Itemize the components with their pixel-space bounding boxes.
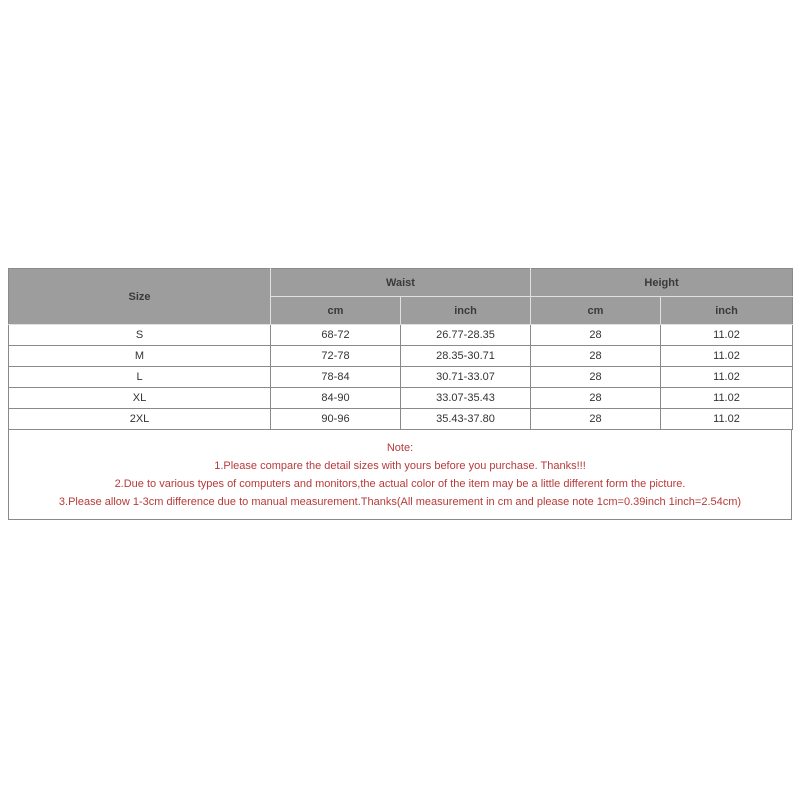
waist-inch-cell: 28.35-30.71 — [401, 346, 531, 367]
height-cm-cell: 28 — [531, 409, 661, 430]
height-header: Height — [531, 269, 793, 297]
waist-inch-cell: 35.43-37.80 — [401, 409, 531, 430]
note-line: 3.Please allow 1-3cm difference due to manual measurement.Thanks(All measurement in cm and please note 1cm=0.39inch 1inch=2.54cm) — [58, 495, 742, 508]
table-row — [9, 409, 793, 430]
waist-cm-cell: 90-96 — [271, 409, 401, 430]
note-line: 2.Due to various types of computers and monitors,the actual color of the item may be a little different form the picture. — [114, 477, 686, 490]
height-cm-cell: 28 — [531, 325, 661, 346]
height-cm-cell: 28 — [531, 367, 661, 388]
size-table — [8, 268, 793, 430]
note-title: Note: — [386, 441, 414, 454]
waist-inch-cell: 26.77-28.35 — [401, 325, 531, 346]
height-cm-header: cm — [531, 297, 661, 325]
size-cell: 2XL — [9, 409, 271, 430]
table-row — [9, 325, 793, 346]
waist-inch-cell: 33.07-35.43 — [401, 388, 531, 409]
height-inch-cell: 11.02 — [661, 325, 793, 346]
height-inch-header: inch — [661, 297, 793, 325]
size-cell: S — [9, 325, 271, 346]
height-cm-cell: 28 — [531, 346, 661, 367]
notes-box — [8, 430, 792, 520]
waist-inch-header: inch — [401, 297, 531, 325]
height-cm-cell: 28 — [531, 388, 661, 409]
waist-inch-cell: 30.71-33.07 — [401, 367, 531, 388]
table-row — [9, 388, 793, 409]
size-header: Size — [9, 269, 271, 325]
size-chart — [8, 268, 792, 520]
waist-cm-cell: 68-72 — [271, 325, 401, 346]
height-inch-cell: 11.02 — [661, 409, 793, 430]
waist-cm-cell: 72-78 — [271, 346, 401, 367]
waist-cm-cell: 84-90 — [271, 388, 401, 409]
note-line: 1.Please compare the detail sizes with yours before you purchase. Thanks!!! — [214, 459, 586, 472]
size-cell: XL — [9, 388, 271, 409]
waist-cm-header: cm — [271, 297, 401, 325]
waist-header: Waist — [271, 269, 531, 297]
height-inch-cell: 11.02 — [661, 346, 793, 367]
height-inch-cell: 11.02 — [661, 388, 793, 409]
table-row — [9, 367, 793, 388]
table-row — [9, 346, 793, 367]
waist-cm-cell: 78-84 — [271, 367, 401, 388]
height-inch-cell: 11.02 — [661, 367, 793, 388]
size-cell: L — [9, 367, 271, 388]
size-cell: M — [9, 346, 271, 367]
